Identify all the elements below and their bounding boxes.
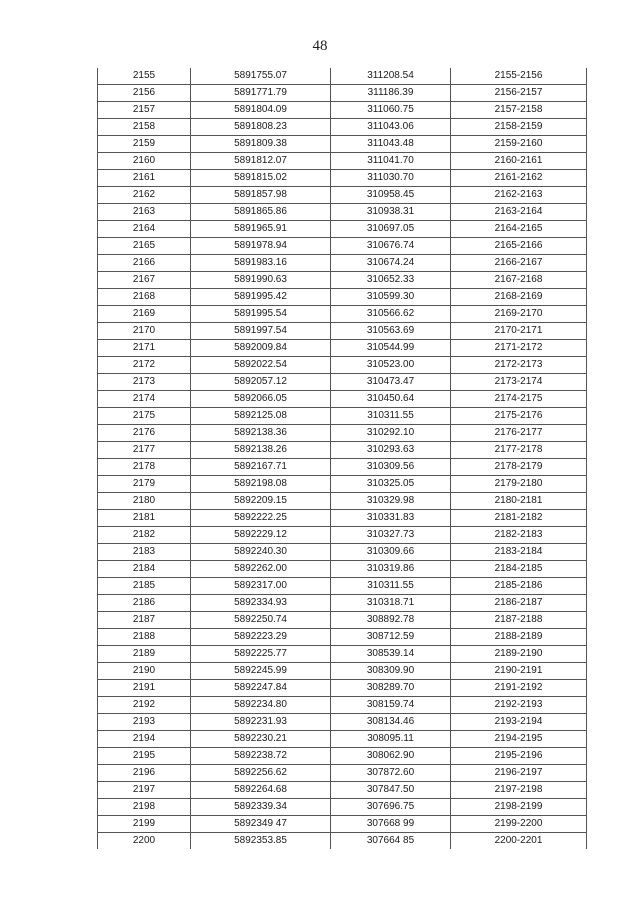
point-number-cell: 2182 <box>98 527 191 544</box>
table-row <box>98 221 587 238</box>
segment-cell: 2179-2180 <box>451 476 587 493</box>
table-row <box>98 544 587 561</box>
table-row <box>98 272 587 289</box>
point-number-cell: 2160 <box>98 153 191 170</box>
point-number-cell: 2183 <box>98 544 191 561</box>
x-coordinate-cell: 5892231.93 <box>191 714 331 731</box>
y-coordinate-cell: 310327.73 <box>331 527 451 544</box>
point-number-cell: 2185 <box>98 578 191 595</box>
y-coordinate-cell: 310311.55 <box>331 408 451 425</box>
segment-cell: 2198-2199 <box>451 799 587 816</box>
point-number-cell: 2200 <box>98 833 191 850</box>
x-coordinate-cell: 5892222.25 <box>191 510 331 527</box>
x-coordinate-cell: 5892264.68 <box>191 782 331 799</box>
y-coordinate-cell: 311060.75 <box>331 102 451 119</box>
segment-cell: 2197-2198 <box>451 782 587 799</box>
table-row <box>98 238 587 255</box>
point-number-cell: 2171 <box>98 340 191 357</box>
page-number: 48 <box>312 38 328 54</box>
table-row <box>98 527 587 544</box>
table-row <box>98 357 587 374</box>
table-row <box>98 714 587 731</box>
segment-cell: 2185-2186 <box>451 578 587 595</box>
table-row <box>98 442 587 459</box>
y-coordinate-cell: 308062.90 <box>331 748 451 765</box>
y-coordinate-cell: 311208.54 <box>331 68 451 85</box>
table-row <box>98 578 587 595</box>
y-coordinate-cell: 310652.33 <box>331 272 451 289</box>
y-coordinate-cell: 308539.14 <box>331 646 451 663</box>
x-coordinate-cell: 5892230.21 <box>191 731 331 748</box>
x-coordinate-cell: 5892138.26 <box>191 442 331 459</box>
y-coordinate-cell: 310473.47 <box>331 374 451 391</box>
x-coordinate-cell: 5891812.07 <box>191 153 331 170</box>
table-row <box>98 255 587 272</box>
segment-cell: 2180-2181 <box>451 493 587 510</box>
x-coordinate-cell: 5892234.80 <box>191 697 331 714</box>
y-coordinate-cell: 310674.24 <box>331 255 451 272</box>
y-coordinate-cell: 310329.98 <box>331 493 451 510</box>
point-number-cell: 2178 <box>98 459 191 476</box>
y-coordinate-cell: 307847.50 <box>331 782 451 799</box>
point-number-cell: 2187 <box>98 612 191 629</box>
x-coordinate-cell: 5891808.23 <box>191 119 331 136</box>
table-row <box>98 697 587 714</box>
x-coordinate-cell: 5891809.38 <box>191 136 331 153</box>
table-row <box>98 391 587 408</box>
point-number-cell: 2169 <box>98 306 191 323</box>
table-row <box>98 748 587 765</box>
x-coordinate-cell: 5891804.09 <box>191 102 331 119</box>
segment-cell: 2188-2189 <box>451 629 587 646</box>
y-coordinate-cell: 307872.60 <box>331 765 451 782</box>
point-number-cell: 2198 <box>98 799 191 816</box>
x-coordinate-cell: 5892238.72 <box>191 748 331 765</box>
point-number-cell: 2175 <box>98 408 191 425</box>
segment-cell: 2171-2172 <box>451 340 587 357</box>
x-coordinate-cell: 5891995.54 <box>191 306 331 323</box>
table-row <box>98 119 587 136</box>
table-row <box>98 425 587 442</box>
table-row <box>98 663 587 680</box>
y-coordinate-cell: 310293.63 <box>331 442 451 459</box>
x-coordinate-cell: 5892125.08 <box>191 408 331 425</box>
segment-cell: 2194-2195 <box>451 731 587 748</box>
x-coordinate-cell: 5892223.29 <box>191 629 331 646</box>
point-number-cell: 2158 <box>98 119 191 136</box>
y-coordinate-cell: 310325.05 <box>331 476 451 493</box>
point-number-cell: 2176 <box>98 425 191 442</box>
segment-cell: 2161-2162 <box>451 170 587 187</box>
table-row <box>98 170 587 187</box>
point-number-cell: 2164 <box>98 221 191 238</box>
point-number-cell: 2166 <box>98 255 191 272</box>
segment-cell: 2158-2159 <box>451 119 587 136</box>
segment-cell: 2155-2156 <box>451 68 587 85</box>
x-coordinate-cell: 5892022.54 <box>191 357 331 374</box>
segment-cell: 2162-2163 <box>451 187 587 204</box>
y-coordinate-cell: 308095.11 <box>331 731 451 748</box>
y-coordinate-cell: 310331.83 <box>331 510 451 527</box>
x-coordinate-cell: 5891965.91 <box>191 221 331 238</box>
point-number-cell: 2177 <box>98 442 191 459</box>
segment-cell: 2165-2166 <box>451 238 587 255</box>
x-coordinate-cell: 5891815.02 <box>191 170 331 187</box>
table-row <box>98 833 587 850</box>
x-coordinate-cell: 5892225.77 <box>191 646 331 663</box>
y-coordinate-cell: 311030.70 <box>331 170 451 187</box>
table-row <box>98 561 587 578</box>
table-row <box>98 289 587 306</box>
x-coordinate-cell: 5892057.12 <box>191 374 331 391</box>
table-row <box>98 510 587 527</box>
point-number-cell: 2189 <box>98 646 191 663</box>
x-coordinate-cell: 5892138.36 <box>191 425 331 442</box>
table-row <box>98 799 587 816</box>
point-number-cell: 2192 <box>98 697 191 714</box>
point-number-cell: 2163 <box>98 204 191 221</box>
point-number-cell: 2197 <box>98 782 191 799</box>
table-row <box>98 476 587 493</box>
table-row <box>98 646 587 663</box>
table-row <box>98 782 587 799</box>
point-number-cell: 2174 <box>98 391 191 408</box>
y-coordinate-cell: 311043.06 <box>331 119 451 136</box>
x-coordinate-cell: 5892353.85 <box>191 833 331 850</box>
point-number-cell: 2186 <box>98 595 191 612</box>
segment-cell: 2166-2167 <box>451 255 587 272</box>
segment-cell: 2195-2196 <box>451 748 587 765</box>
x-coordinate-cell: 5892262.00 <box>191 561 331 578</box>
point-number-cell: 2172 <box>98 357 191 374</box>
segment-cell: 2177-2178 <box>451 442 587 459</box>
y-coordinate-cell: 308159.74 <box>331 697 451 714</box>
point-number-cell: 2181 <box>98 510 191 527</box>
x-coordinate-cell: 5892334.93 <box>191 595 331 612</box>
segment-cell: 2200-2201 <box>451 833 587 850</box>
y-coordinate-cell: 310566.62 <box>331 306 451 323</box>
table-row <box>98 459 587 476</box>
y-coordinate-cell: 310697.05 <box>331 221 451 238</box>
x-coordinate-cell: 5892240.30 <box>191 544 331 561</box>
x-coordinate-cell: 5891995.42 <box>191 289 331 306</box>
table-row <box>98 612 587 629</box>
segment-cell: 2172-2173 <box>451 357 587 374</box>
y-coordinate-cell: 310544.99 <box>331 340 451 357</box>
y-coordinate-cell: 310318.71 <box>331 595 451 612</box>
table-row <box>98 731 587 748</box>
y-coordinate-cell: 307664 85 <box>331 833 451 850</box>
point-number-cell: 2193 <box>98 714 191 731</box>
point-number-cell: 2173 <box>98 374 191 391</box>
point-number-cell: 2191 <box>98 680 191 697</box>
point-number-cell: 2196 <box>98 765 191 782</box>
table-row <box>98 204 587 221</box>
point-number-cell: 2155 <box>98 68 191 85</box>
table-row <box>98 680 587 697</box>
point-number-cell: 2157 <box>98 102 191 119</box>
segment-cell: 2156-2157 <box>451 85 587 102</box>
segment-cell: 2193-2194 <box>451 714 587 731</box>
x-coordinate-cell: 5892209.15 <box>191 493 331 510</box>
table-row <box>98 340 587 357</box>
x-coordinate-cell: 5891983.16 <box>191 255 331 272</box>
table-row <box>98 68 587 85</box>
table-row <box>98 408 587 425</box>
y-coordinate-cell: 308289.70 <box>331 680 451 697</box>
segment-cell: 2170-2171 <box>451 323 587 340</box>
x-coordinate-cell: 5892349 47 <box>191 816 331 833</box>
x-coordinate-cell: 5891857.98 <box>191 187 331 204</box>
point-number-cell: 2184 <box>98 561 191 578</box>
segment-cell: 2191-2192 <box>451 680 587 697</box>
x-coordinate-cell: 5891771.79 <box>191 85 331 102</box>
x-coordinate-cell: 5891978.94 <box>191 238 331 255</box>
segment-cell: 2178-2179 <box>451 459 587 476</box>
segment-cell: 2196-2197 <box>451 765 587 782</box>
y-coordinate-cell: 310599.30 <box>331 289 451 306</box>
x-coordinate-cell: 5891997.54 <box>191 323 331 340</box>
table-row <box>98 816 587 833</box>
table-row <box>98 374 587 391</box>
segment-cell: 2174-2175 <box>451 391 587 408</box>
point-number-cell: 2195 <box>98 748 191 765</box>
x-coordinate-cell: 5892317.00 <box>191 578 331 595</box>
y-coordinate-cell: 308134.46 <box>331 714 451 731</box>
point-number-cell: 2168 <box>98 289 191 306</box>
y-coordinate-cell: 310523.00 <box>331 357 451 374</box>
segment-cell: 2189-2190 <box>451 646 587 663</box>
y-coordinate-cell: 307668 99 <box>331 816 451 833</box>
point-number-cell: 2162 <box>98 187 191 204</box>
table-row <box>98 85 587 102</box>
point-number-cell: 2161 <box>98 170 191 187</box>
segment-cell: 2182-2183 <box>451 527 587 544</box>
x-coordinate-cell: 5891990.63 <box>191 272 331 289</box>
y-coordinate-cell: 308309.90 <box>331 663 451 680</box>
x-coordinate-cell: 5891755.07 <box>191 68 331 85</box>
segment-cell: 2190-2191 <box>451 663 587 680</box>
segment-cell: 2157-2158 <box>451 102 587 119</box>
point-number-cell: 2190 <box>98 663 191 680</box>
segment-cell: 2164-2165 <box>451 221 587 238</box>
segment-cell: 2167-2168 <box>451 272 587 289</box>
segment-cell: 2175-2176 <box>451 408 587 425</box>
point-number-cell: 2179 <box>98 476 191 493</box>
y-coordinate-cell: 308892.78 <box>331 612 451 629</box>
point-number-cell: 2194 <box>98 731 191 748</box>
y-coordinate-cell: 310292.10 <box>331 425 451 442</box>
x-coordinate-cell: 5892198.08 <box>191 476 331 493</box>
y-coordinate-cell: 308712.59 <box>331 629 451 646</box>
x-coordinate-cell: 5892339.34 <box>191 799 331 816</box>
segment-cell: 2186-2187 <box>451 595 587 612</box>
x-coordinate-cell: 5892247.84 <box>191 680 331 697</box>
table-row <box>98 187 587 204</box>
table-row <box>98 629 587 646</box>
coordinates-table-body <box>98 68 587 849</box>
table-row <box>98 323 587 340</box>
table-row <box>98 306 587 323</box>
point-number-cell: 2156 <box>98 85 191 102</box>
table-row <box>98 153 587 170</box>
point-number-cell: 2165 <box>98 238 191 255</box>
table-row <box>98 765 587 782</box>
table-row <box>98 595 587 612</box>
y-coordinate-cell: 311186.39 <box>331 85 451 102</box>
x-coordinate-cell: 5892245.99 <box>191 663 331 680</box>
table-row <box>98 102 587 119</box>
point-number-cell: 2167 <box>98 272 191 289</box>
y-coordinate-cell: 310938.31 <box>331 204 451 221</box>
x-coordinate-cell: 5892229.12 <box>191 527 331 544</box>
point-number-cell: 2180 <box>98 493 191 510</box>
segment-cell: 2181-2182 <box>451 510 587 527</box>
y-coordinate-cell: 307696.75 <box>331 799 451 816</box>
point-number-cell: 2159 <box>98 136 191 153</box>
y-coordinate-cell: 310676.74 <box>331 238 451 255</box>
y-coordinate-cell: 310958.45 <box>331 187 451 204</box>
segment-cell: 2159-2160 <box>451 136 587 153</box>
coordinates-table <box>97 68 587 849</box>
segment-cell: 2173-2174 <box>451 374 587 391</box>
x-coordinate-cell: 5892250.74 <box>191 612 331 629</box>
table-row <box>98 136 587 153</box>
y-coordinate-cell: 310311.55 <box>331 578 451 595</box>
segment-cell: 2183-2184 <box>451 544 587 561</box>
point-number-cell: 2170 <box>98 323 191 340</box>
segment-cell: 2163-2164 <box>451 204 587 221</box>
point-number-cell: 2188 <box>98 629 191 646</box>
y-coordinate-cell: 310309.56 <box>331 459 451 476</box>
segment-cell: 2168-2169 <box>451 289 587 306</box>
x-coordinate-cell: 5891865.86 <box>191 204 331 221</box>
x-coordinate-cell: 5892066.05 <box>191 391 331 408</box>
segment-cell: 2176-2177 <box>451 425 587 442</box>
y-coordinate-cell: 310450.64 <box>331 391 451 408</box>
segment-cell: 2160-2161 <box>451 153 587 170</box>
y-coordinate-cell: 310319.86 <box>331 561 451 578</box>
y-coordinate-cell: 310309.66 <box>331 544 451 561</box>
segment-cell: 2169-2170 <box>451 306 587 323</box>
segment-cell: 2187-2188 <box>451 612 587 629</box>
segment-cell: 2184-2185 <box>451 561 587 578</box>
y-coordinate-cell: 310563.69 <box>331 323 451 340</box>
x-coordinate-cell: 5892167.71 <box>191 459 331 476</box>
table-row <box>98 493 587 510</box>
x-coordinate-cell: 5892256.62 <box>191 765 331 782</box>
x-coordinate-cell: 5892009.84 <box>191 340 331 357</box>
point-number-cell: 2199 <box>98 816 191 833</box>
segment-cell: 2192-2193 <box>451 697 587 714</box>
segment-cell: 2199-2200 <box>451 816 587 833</box>
y-coordinate-cell: 311043.48 <box>331 136 451 153</box>
y-coordinate-cell: 311041.70 <box>331 153 451 170</box>
